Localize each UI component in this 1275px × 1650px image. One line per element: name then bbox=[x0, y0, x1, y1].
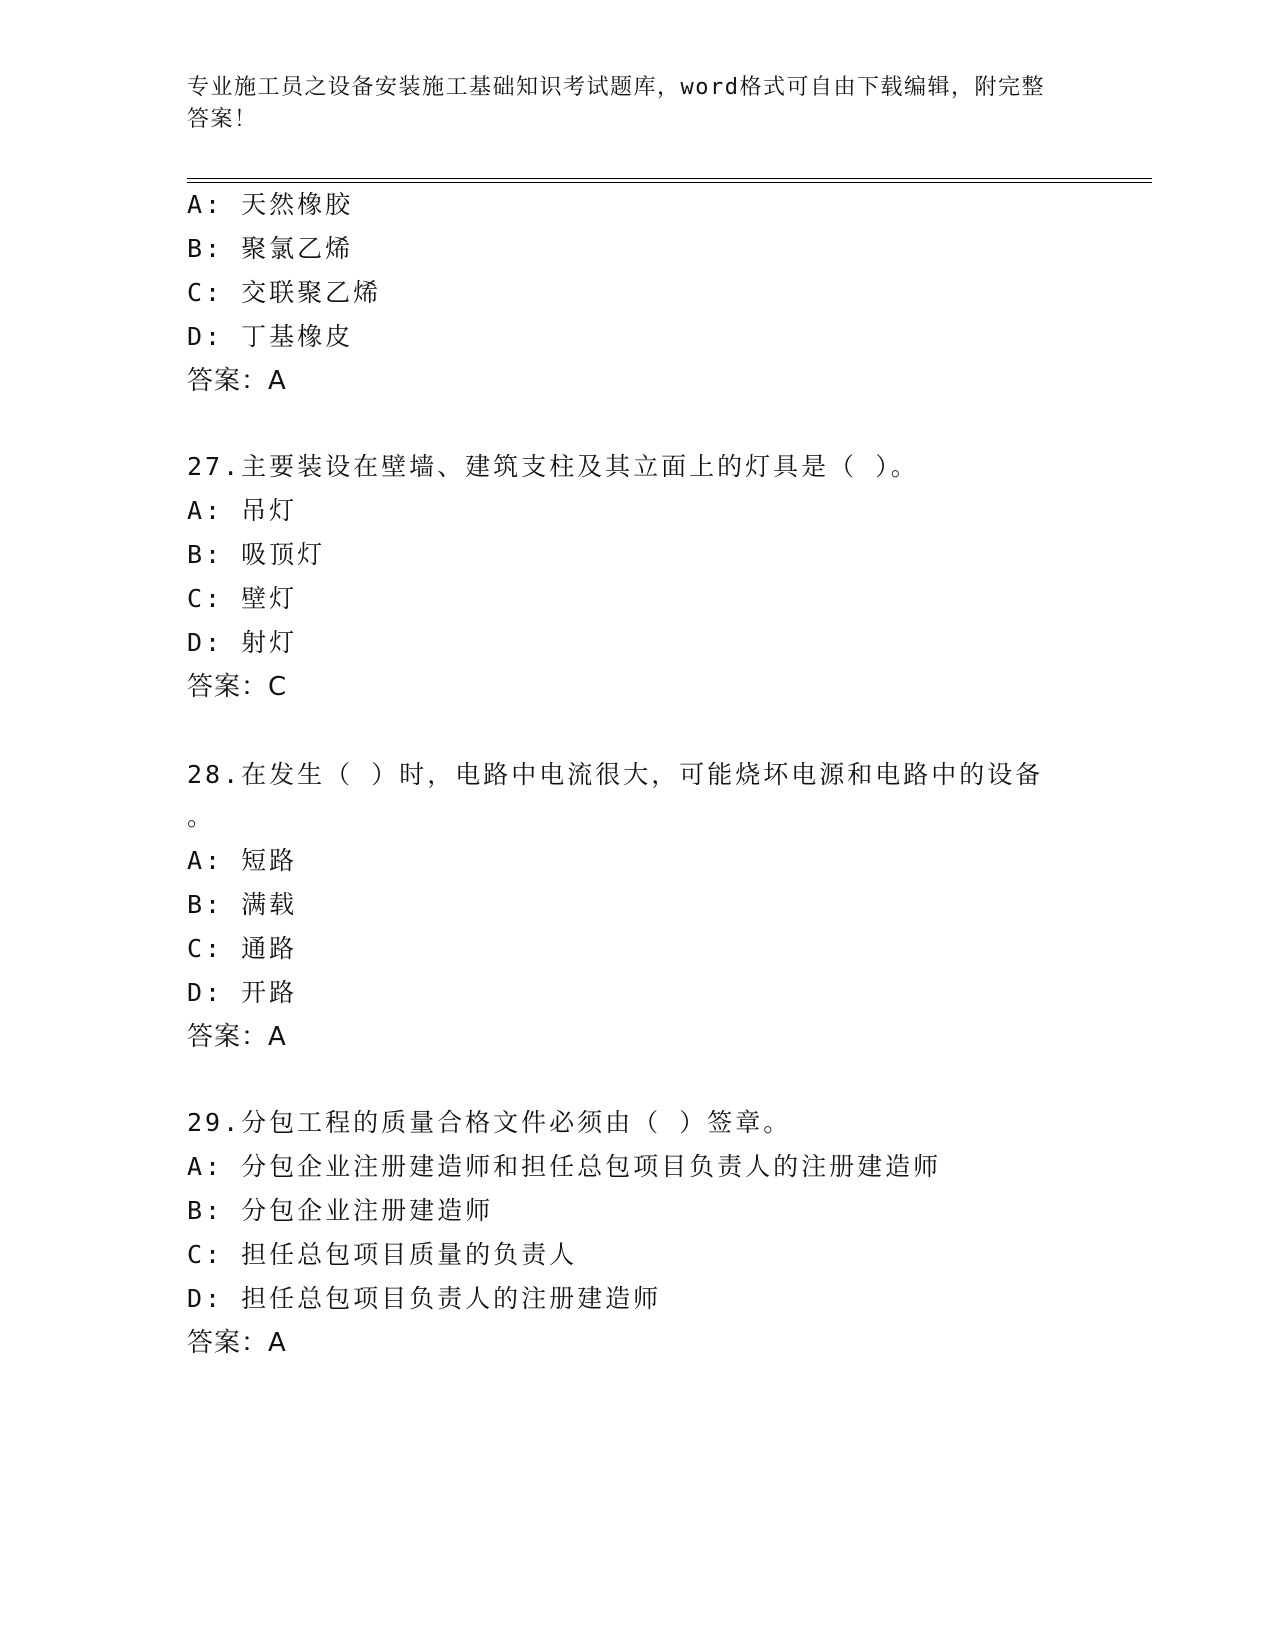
option-d: D: 射灯 bbox=[187, 628, 298, 657]
option-a: A: 分包企业注册建造师和担任总包项目负责人的注册建造师 bbox=[187, 1152, 942, 1181]
option-d: D: 丁基橡皮 bbox=[187, 322, 354, 351]
answer-line: 答案：A bbox=[187, 1328, 287, 1358]
option-a: A: 吊灯 bbox=[187, 496, 298, 525]
answer-line: 答案：C bbox=[187, 672, 288, 702]
question-stem: 29.分包工程的质量合格文件必须由（ ）签章。 bbox=[187, 1108, 792, 1137]
option-b: B: 聚氯乙烯 bbox=[187, 234, 354, 263]
option-a: A: 短路 bbox=[187, 846, 298, 875]
option-b: B: 满载 bbox=[187, 890, 298, 919]
option-c: C: 交联聚乙烯 bbox=[187, 278, 382, 307]
option-c: C: 担任总包项目质量的负责人 bbox=[187, 1240, 578, 1269]
option-a: A: 天然橡胶 bbox=[187, 190, 354, 219]
answer-line: 答案：A bbox=[187, 366, 287, 396]
question-stem: 27.主要装设在壁墙、建筑支柱及其立面上的灯具是（ ）。 bbox=[187, 452, 919, 481]
option-d: D: 担任总包项目负责人的注册建造师 bbox=[187, 1284, 662, 1313]
question-stem: 28.在发生（ ）时，电路中电流很大，可能烧坏电源和电路中的设备 bbox=[187, 760, 1044, 789]
answer-line: 答案：A bbox=[187, 1022, 287, 1052]
option-c: C: 壁灯 bbox=[187, 584, 298, 613]
option-b: B: 分包企业注册建造师 bbox=[187, 1196, 494, 1225]
option-c: C: 通路 bbox=[187, 934, 298, 963]
page-header: 专业施工员之设备安装施工基础知识考试题库，word格式可自由下载编辑，附完整答案！ bbox=[187, 75, 1045, 132]
header-rule bbox=[187, 178, 1152, 183]
option-d: D: 开路 bbox=[187, 978, 298, 1007]
question-stem-continuation: 。 bbox=[187, 802, 216, 831]
option-b: B: 吸顶灯 bbox=[187, 540, 326, 569]
